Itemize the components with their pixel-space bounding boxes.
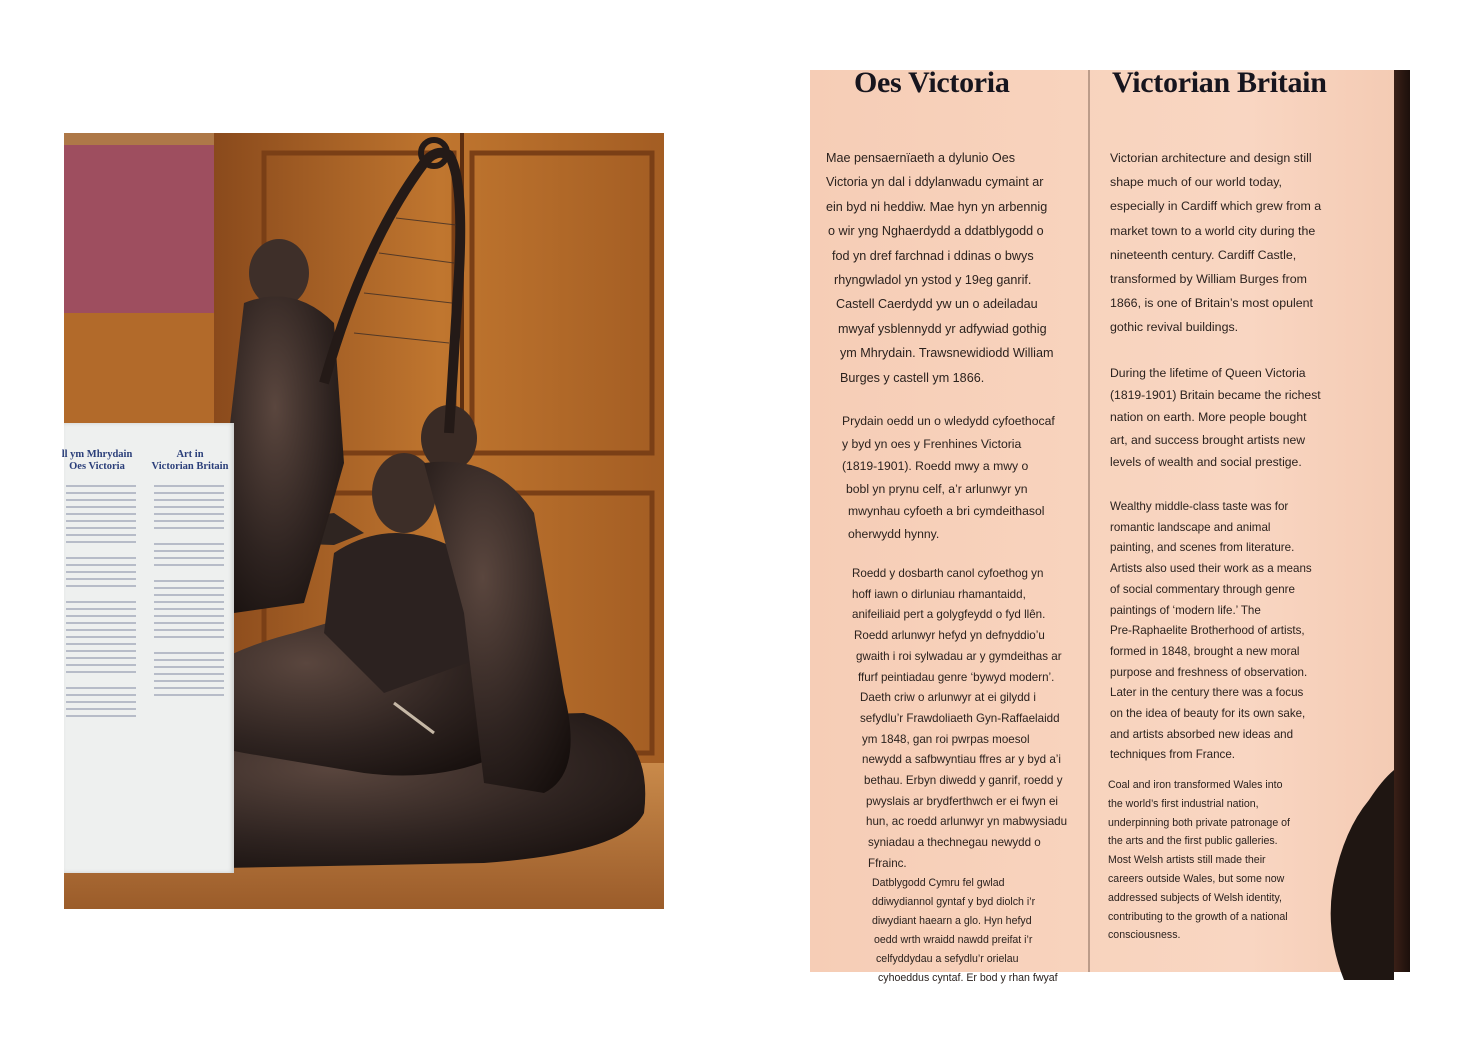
sculpture-photo <box>61 133 664 909</box>
exhibition-sign <box>810 66 1394 984</box>
sign-title-english: Victorian Britain <box>1112 66 1327 99</box>
statue-shadow <box>1324 770 1394 980</box>
sign-photo <box>810 66 1410 984</box>
welsh-paragraph-4: Datblygodd Cymru fel gwlad ddiwydiannol gyntaf y byd diolch i’r diwydiant haearn a glo. Hyn hefyd oedd wrth wraidd nawdd preifat i’r celfyddydau a sefydlu’r orielau cyhoeddus cyntaf. Er bod y rhan fwyaf <box>872 877 1058 984</box>
info-panel-background <box>61 423 234 873</box>
welsh-paragraph-2: Prydain oedd un o wledydd cyfoethocaf y byd yn oes y Frenhines Victoria (1819-1901). Roedd mwy a mwy o bobl yn prynu celf, a’r arlunwyr yn mwynhau cyfoeth a bri cymdeithasol oherwydd hynny. <box>842 414 1055 541</box>
english-paragraph-1: Victorian architecture and design still shape much of our world today, especially in Cardiff which grew from a market town to a world city during the nineteenth century. Cardiff Castle, transformed by William Burges from 1866, is one of Britain’s most opulent gothic revival buildings. <box>1110 151 1322 335</box>
welsh-paragraph-3: Roedd y dosbarth canol cyfoethog yn hoff iawn o dirluniau rhamantaidd, anifeiliaid pert a golygfeydd o fyd llên. Roedd arlunwyr hefyd yn defnyddio’u gwaith i roi sylwadau ar y gymdeithas ar ffurf peintiadau genre ‘bywyd modern’. Daeth criw o arlunwyr at ei gilydd i sefydlu’r Frawdoliaeth Gyn-Raffaelaidd ym 1848, gan roi pwrpas moesol newydd a safbwyntiau ffres ar y byd a’i bethau. Erbyn diwedd y ganrif, roedd y pwyslais ar brydferthwch er ei fwyn ei hun, ac roedd arlunwyr yn mabwysiadu syniadau a thechnegau newydd o Ffrainc. <box>852 567 1068 870</box>
panel-heading-english: Art in Victorian Britain <box>151 449 229 472</box>
english-paragraph-4: Coal and iron transformed Wales into the world’s first industrial nation, underpinning both private patronage of the arts and the first public galleries. Most Welsh artists still made their careers outside Wales, but some now addressed subjects of Welsh identity, contributing to the growth of a national consciousness. <box>1108 779 1290 942</box>
english-paragraph-2: During the lifetime of Queen Victoria (1819-1901) Britain became the richest nation on earth. More people bought art, and success brought artists new levels of wealth and social prestige. <box>1110 366 1321 469</box>
panel-heading-welsh: ll ym Mhrydain Oes Victoria <box>61 449 133 472</box>
panel-text-english <box>154 485 224 701</box>
english-paragraph-3: Wealthy middle-class taste was for romantic landscape and animal painting, and scenes from literature. Artists also used their work as a means of social commentary through genre paintings of ‘modern life.’ The Pre-Raphaelite Brotherhood of artists, formed in 1848, brought a new moral purpose and freshness of observation. Later in the century there was a focus on the idea of beauty for its own sake, and artists absorbed new ideas and techniques from France. <box>1110 500 1312 762</box>
sign-edge <box>1394 70 1410 972</box>
column-divider <box>1088 70 1090 972</box>
wall <box>64 133 224 313</box>
welsh-paragraph-1: Mae pensaernïaeth a dylunio Oes Victoria yn dal i ddylanwadu cymaint ar ein byd ni heddiw. Mae hyn yn arbennig o wir yng Nghaerdydd a ddatblygodd o fod yn dref farchnad i ddinas o bwys rhyngwladol yn ystod y 19eg ganrif. Castell Caerdydd yw un o adeiladau mwyaf ysblennydd yr adfywiad gothig ym Mhrydain. Trawsnewidiodd William Burges y castell ym 1866. <box>826 151 1054 385</box>
sign-title-welsh: Oes Victoria <box>854 66 1010 99</box>
panel-text-welsh <box>66 485 136 722</box>
